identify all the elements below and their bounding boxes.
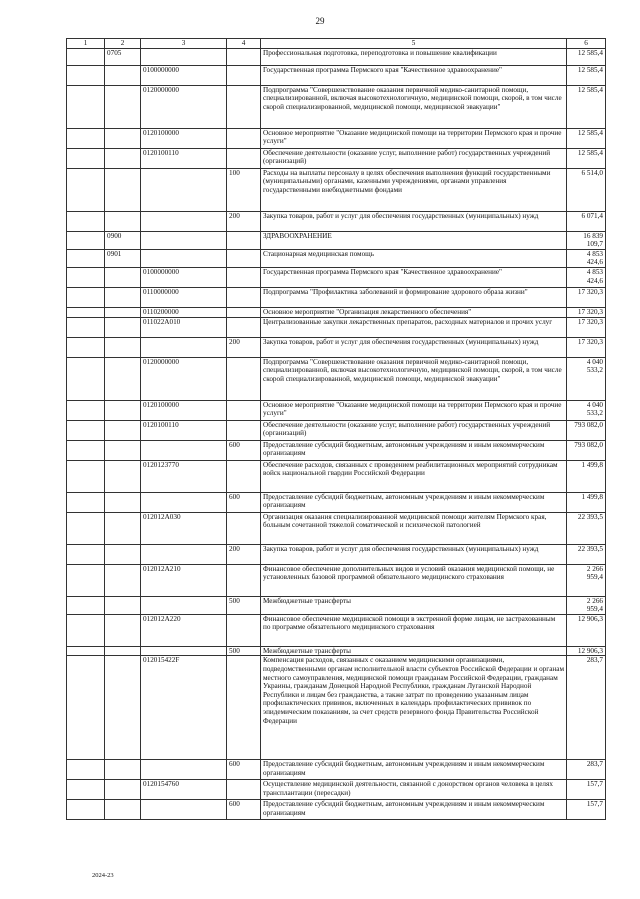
cell-section <box>67 564 105 596</box>
cell-amount: 12 906,3 <box>567 646 606 656</box>
cell-expense-type <box>227 780 261 800</box>
table-row <box>67 420 606 440</box>
cell-name: Обеспечение расходов, связанных с проведением реабилитационных мероприятий сотрудникам войск национальной гвардии Российской Федерации <box>261 460 567 492</box>
column-header: 6 <box>567 39 606 49</box>
cell-amount: 1 499,8 <box>567 460 606 492</box>
cell-expense-type <box>227 48 261 65</box>
table-row <box>67 85 606 128</box>
cell-target-article <box>141 249 227 267</box>
cell-expense-type: 600 <box>227 760 261 780</box>
cell-name: Предоставление субсидий бюджетным, автономным учреждениям и иным некоммерческим организациям <box>261 800 567 820</box>
cell-expense-type <box>227 614 261 646</box>
cell-section <box>67 48 105 65</box>
cell-name: Профессиональная подготовка, переподготовка и повышение квалификации <box>261 48 567 65</box>
cell-expense-type <box>227 128 261 148</box>
cell-subsection: 0705 <box>105 48 141 65</box>
cell-name: Предоставление субсидий бюджетным, автономным учреждениям и иным некоммерческим организациям <box>261 492 567 512</box>
table-row <box>67 544 606 564</box>
cell-section <box>67 317 105 337</box>
cell-amount: 12 585,4 <box>567 65 606 85</box>
cell-name: Закупка товаров, работ и услуг для обеспечения государственных (муниципальных) нужд <box>261 211 567 231</box>
cell-section <box>67 249 105 267</box>
cell-amount: 283,7 <box>567 760 606 780</box>
table-row <box>67 168 606 211</box>
table-row <box>67 512 606 544</box>
cell-name: Осуществление медицинской деятельности, связанной с донорством органов человека в целях трансплантации (пересадки) <box>261 780 567 800</box>
cell-target-article: 0110000000 <box>141 287 227 307</box>
cell-subsection <box>105 656 141 760</box>
cell-name: Закупка товаров, работ и услуг для обеспечения государственных (муниципальных) нужд <box>261 544 567 564</box>
cell-amount: 6 514,0 <box>567 168 606 211</box>
table-row <box>67 307 606 317</box>
cell-amount: 157,7 <box>567 780 606 800</box>
cell-target-article: 0100000000 <box>141 267 227 287</box>
cell-subsection <box>105 780 141 800</box>
cell-section <box>67 357 105 400</box>
cell-subsection <box>105 317 141 337</box>
cell-subsection <box>105 760 141 780</box>
cell-name: Финансовое обеспечение медицинской помощи в экстренной форме лицам, не застрахованным по программе обязательного медицинского страхования <box>261 614 567 646</box>
cell-amount: 2 266 959,4 <box>567 596 606 614</box>
cell-name: Основное мероприятие "Оказание медицинской помощи на территории Пермского края и прочие услуги" <box>261 400 567 420</box>
cell-target-article <box>141 440 227 460</box>
cell-name: Подпрограмма "Совершенствование оказания первичной медико-санитарной помощи, специализированной, включая высокотехнологичную, медицинской помощи, скорой, в том числе скорой специализированной, медицинской помощи, медицинской эвакуации" <box>261 357 567 400</box>
cell-name: Государственная программа Пермского края "Качественное здравоохранение" <box>261 267 567 287</box>
table-row <box>67 48 606 65</box>
table-row <box>67 656 606 760</box>
cell-section <box>67 267 105 287</box>
cell-target-article <box>141 337 227 357</box>
cell-name: Государственная программа Пермского края "Качественное здравоохранение" <box>261 65 567 85</box>
cell-target-article: 012012A220 <box>141 614 227 646</box>
cell-subsection <box>105 400 141 420</box>
cell-section <box>67 400 105 420</box>
cell-expense-type <box>227 65 261 85</box>
table-row <box>67 249 606 267</box>
cell-target-article <box>141 646 227 656</box>
cell-expense-type <box>227 148 261 168</box>
cell-target-article: 0120154760 <box>141 780 227 800</box>
cell-subsection <box>105 357 141 400</box>
cell-subsection <box>105 65 141 85</box>
cell-subsection: 0901 <box>105 249 141 267</box>
cell-amount: 4 040 533,2 <box>567 400 606 420</box>
cell-section <box>67 420 105 440</box>
cell-expense-type: 200 <box>227 337 261 357</box>
cell-amount: 17 320,3 <box>567 307 606 317</box>
cell-amount: 6 071,4 <box>567 211 606 231</box>
cell-subsection <box>105 287 141 307</box>
table-row <box>67 148 606 168</box>
cell-section <box>67 512 105 544</box>
cell-subsection <box>105 267 141 287</box>
cell-subsection <box>105 614 141 646</box>
cell-section <box>67 614 105 646</box>
cell-subsection <box>105 440 141 460</box>
budget-table <box>66 38 606 820</box>
cell-subsection <box>105 596 141 614</box>
cell-target-article: 011022A010 <box>141 317 227 337</box>
cell-amount: 17 320,3 <box>567 337 606 357</box>
table-row <box>67 211 606 231</box>
cell-section <box>67 544 105 564</box>
cell-name: Расходы на выплаты персоналу в целях обеспечения выполнения функций государственными (муниципальными) органами, казенными учреждениями, органами управления государственными внебюджетными фондами <box>261 168 567 211</box>
cell-name: Стационарная медицинская помощь <box>261 249 567 267</box>
cell-target-article: 012015422F <box>141 656 227 760</box>
cell-subsection <box>105 168 141 211</box>
cell-expense-type <box>227 267 261 287</box>
cell-name: Основное мероприятие "Оказание медицинской помощи на территории Пермского края и прочие услуги" <box>261 128 567 148</box>
cell-amount: 17 320,3 <box>567 317 606 337</box>
cell-expense-type <box>227 357 261 400</box>
cell-subsection <box>105 85 141 128</box>
cell-name: Основное мероприятие "Организация лекарственного обеспечения" <box>261 307 567 317</box>
table-row <box>67 317 606 337</box>
cell-amount: 4 853 424,6 <box>567 249 606 267</box>
cell-amount: 793 082,0 <box>567 440 606 460</box>
cell-target-article: 0120000000 <box>141 357 227 400</box>
cell-section <box>67 646 105 656</box>
cell-name: Подпрограмма "Профилактика заболеваний и формирование здорового образа жизни" <box>261 287 567 307</box>
cell-amount: 12 585,4 <box>567 128 606 148</box>
cell-subsection <box>105 337 141 357</box>
cell-target-article: 0120100000 <box>141 400 227 420</box>
cell-name: Подпрограмма "Совершенствование оказания первичной медико-санитарной помощи, специализированной, включая высокотехнологичную, медицинской помощи, скорой, в том числе скорой специализированной, медицинской помощи, медицинской эвакуации" <box>261 85 567 128</box>
cell-target-article: 0120100110 <box>141 148 227 168</box>
cell-target-article <box>141 48 227 65</box>
cell-target-article: 0120000000 <box>141 85 227 128</box>
cell-name: Закупка товаров, работ и услуг для обеспечения государственных (муниципальных) нужд <box>261 337 567 357</box>
cell-subsection <box>105 544 141 564</box>
cell-target-article: 0120100110 <box>141 420 227 440</box>
cell-amount: 1 499,8 <box>567 492 606 512</box>
table-row <box>67 267 606 287</box>
cell-name: Организация оказания специализированной медицинской помощи жителям Пермского края, больным сочетанной тяжелой соматической и психической патологией <box>261 512 567 544</box>
table-row <box>67 460 606 492</box>
cell-section <box>67 656 105 760</box>
cell-section <box>67 337 105 357</box>
cell-section <box>67 128 105 148</box>
cell-expense-type <box>227 249 261 267</box>
page-number: 29 <box>315 16 325 26</box>
cell-amount: 22 393,5 <box>567 544 606 564</box>
cell-expense-type: 500 <box>227 596 261 614</box>
cell-target-article <box>141 492 227 512</box>
cell-expense-type: 500 <box>227 646 261 656</box>
cell-target-article <box>141 231 227 249</box>
cell-amount: 12 585,4 <box>567 48 606 65</box>
cell-name: ЗДРАВООХРАНЕНИЕ <box>261 231 567 249</box>
cell-subsection <box>105 800 141 820</box>
table-row <box>67 440 606 460</box>
cell-section <box>67 211 105 231</box>
cell-expense-type <box>227 656 261 760</box>
cell-section <box>67 780 105 800</box>
cell-subsection <box>105 564 141 596</box>
cell-expense-type: 200 <box>227 211 261 231</box>
cell-expense-type: 100 <box>227 168 261 211</box>
cell-expense-type <box>227 287 261 307</box>
column-header: 4 <box>227 39 261 49</box>
table-row <box>67 128 606 148</box>
cell-expense-type <box>227 564 261 596</box>
cell-name: Обеспечение деятельности (оказание услуг, выполнение работ) государственных учреждений (организаций) <box>261 420 567 440</box>
cell-section <box>67 760 105 780</box>
table-row <box>67 400 606 420</box>
cell-expense-type <box>227 420 261 440</box>
cell-amount: 16 839 109,7 <box>567 231 606 249</box>
table-header-row <box>67 39 606 49</box>
cell-name: Межбюджетные трансферты <box>261 646 567 656</box>
cell-target-article <box>141 596 227 614</box>
cell-expense-type: 600 <box>227 440 261 460</box>
cell-amount: 4 040 533,2 <box>567 357 606 400</box>
cell-section <box>67 492 105 512</box>
cell-amount: 283,7 <box>567 656 606 760</box>
cell-amount: 157,7 <box>567 800 606 820</box>
cell-amount: 2 266 959,4 <box>567 564 606 596</box>
cell-target-article <box>141 544 227 564</box>
cell-name: Межбюджетные трансферты <box>261 596 567 614</box>
cell-subsection <box>105 307 141 317</box>
table-row <box>67 337 606 357</box>
cell-target-article <box>141 211 227 231</box>
cell-amount: 4 853 424,6 <box>567 267 606 287</box>
cell-subsection <box>105 148 141 168</box>
cell-section <box>67 168 105 211</box>
cell-target-article: 012012A030 <box>141 512 227 544</box>
table-row <box>67 231 606 249</box>
cell-expense-type <box>227 460 261 492</box>
cell-subsection <box>105 492 141 512</box>
cell-section <box>67 65 105 85</box>
table-row <box>67 614 606 646</box>
column-header: 3 <box>141 39 227 49</box>
cell-expense-type <box>227 231 261 249</box>
table-row <box>67 65 606 85</box>
cell-section <box>67 85 105 128</box>
cell-section <box>67 287 105 307</box>
cell-target-article <box>141 760 227 780</box>
cell-subsection <box>105 128 141 148</box>
cell-name: Предоставление субсидий бюджетным, автономным учреждениям и иным некоммерческим организациям <box>261 440 567 460</box>
cell-amount: 793 082,0 <box>567 420 606 440</box>
column-header: 2 <box>105 39 141 49</box>
cell-subsection <box>105 512 141 544</box>
cell-target-article: 0120100000 <box>141 128 227 148</box>
cell-section <box>67 800 105 820</box>
cell-expense-type <box>227 512 261 544</box>
cell-amount: 12 585,4 <box>567 85 606 128</box>
cell-expense-type <box>227 85 261 128</box>
table-row <box>67 564 606 596</box>
cell-section <box>67 231 105 249</box>
cell-amount: 12 585,4 <box>567 148 606 168</box>
cell-expense-type: 200 <box>227 544 261 564</box>
footer-code: 2024-23 <box>92 872 114 879</box>
table-row <box>67 287 606 307</box>
cell-name: Предоставление субсидий бюджетным, автономным учреждениям и иным некоммерческим организациям <box>261 760 567 780</box>
cell-subsection <box>105 646 141 656</box>
cell-section <box>67 596 105 614</box>
cell-expense-type: 600 <box>227 800 261 820</box>
cell-name: Финансовое обеспечение дополнительных видов и условий оказания медицинской помощи, не установленных базовой программой обязательного медицинского страхования <box>261 564 567 596</box>
cell-name: Компенсация расходов, связанных с оказанием медицинскими организациями, подведомственными органам исполнительной власти субъектов Российской Федерации и органам местного самоуправления, медицинской помощи гражданам Российской Федерации, гражданам Украины, гражданам Донецкой Народной Республики, гражданам Луганской Народной Республики и лицам без гражданства, а также затрат по проведению указанным лицам профилактических прививок, включенных в календарь профилактических прививок по эпидемическим показаниям, за счет средств резервного фонда Правительства Российской Федерации <box>261 656 567 760</box>
cell-amount: 12 906,3 <box>567 614 606 646</box>
table-row <box>67 780 606 800</box>
table-row <box>67 800 606 820</box>
cell-target-article: 0100000000 <box>141 65 227 85</box>
cell-name: Обеспечение деятельности (оказание услуг, выполнение работ) государственных учреждений (организаций) <box>261 148 567 168</box>
cell-target-article <box>141 168 227 211</box>
cell-section <box>67 148 105 168</box>
cell-section <box>67 460 105 492</box>
cell-target-article: 0120123770 <box>141 460 227 492</box>
cell-subsection <box>105 420 141 440</box>
table-row <box>67 646 606 656</box>
cell-expense-type <box>227 400 261 420</box>
cell-subsection <box>105 211 141 231</box>
cell-expense-type <box>227 317 261 337</box>
table-row <box>67 357 606 400</box>
cell-subsection <box>105 460 141 492</box>
column-header: 5 <box>261 39 567 49</box>
cell-amount: 22 393,5 <box>567 512 606 544</box>
column-header: 1 <box>67 39 105 49</box>
cell-target-article: 0110200000 <box>141 307 227 317</box>
cell-expense-type: 600 <box>227 492 261 512</box>
cell-section <box>67 440 105 460</box>
cell-expense-type <box>227 307 261 317</box>
cell-section <box>67 307 105 317</box>
cell-target-article <box>141 800 227 820</box>
table-row <box>67 760 606 780</box>
table-row <box>67 492 606 512</box>
cell-subsection: 0900 <box>105 231 141 249</box>
cell-target-article: 012012A210 <box>141 564 227 596</box>
table-row <box>67 596 606 614</box>
cell-amount: 17 320,3 <box>567 287 606 307</box>
cell-name: Централизованные закупки лекарственных препаратов, расходных материалов и прочих услуг <box>261 317 567 337</box>
